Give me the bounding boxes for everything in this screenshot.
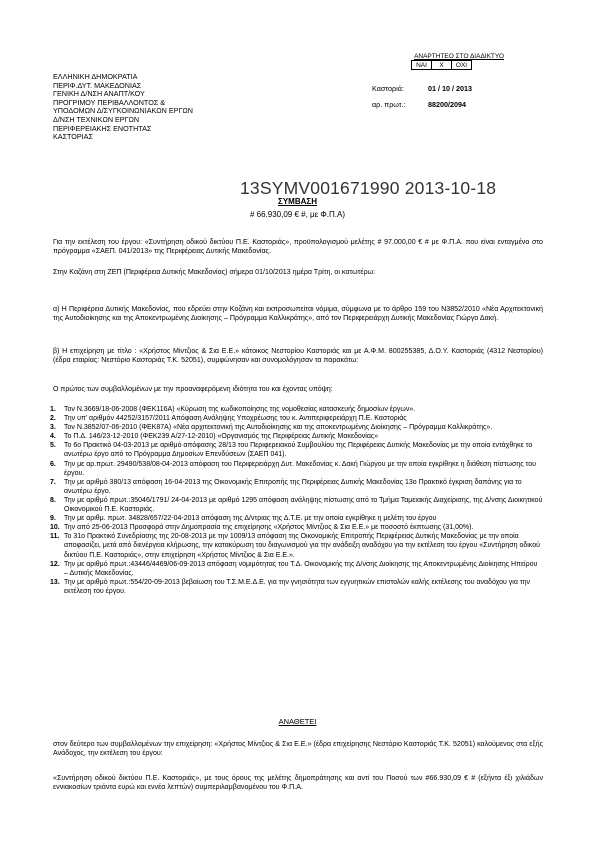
first-party-paragraph: Ο πρώτος των συμβαλλομένων με την προαναφερόμενη ιδιότητα του και έχοντας υπόψη: [53, 385, 333, 393]
protocol-number: 88200/2094 [428, 100, 466, 109]
place-paragraph: Στην Καζάνη στη ΖΕΠ (Περιφέρεια Δυτικής Μακεδονίας) σήμερα 01/10/2013 ημέρα Τρίτη, οι κατωτέρω: [53, 268, 376, 276]
publish-no: ΟΧΙ [452, 61, 472, 70]
authority-line: ΠΕΡΙΦ.ΔΥΤ. ΜΑΚΕΔΟΝΙΑΣ [53, 80, 142, 90]
authority-line: Δ/ΝΣΗ ΤΕΧΝΙΚΩΝ ΕΡΓΩΝ [53, 114, 140, 124]
assigns-heading: ΑΝΑΘΕΤΕΙ [278, 717, 317, 726]
authority-header [53, 73, 193, 142]
place-label: Καστοριά: [372, 84, 404, 93]
list-item: 5. Το 6ο Πρακτικό 04-03-2013 με αριθμό απόφασης 28/13 του Περιφερειακού Συμβουλίου της Περιφέρειας Δυτικής Μακεδονίας με την οποία εντάχθηκε το ανωτέρω έργο από το Πρόγραμμα Δημοσίων Επενδύσεων (ΣΑΕΠ 041). [50, 442, 533, 459]
list-item: 6. Την με αρ.πρωτ. 29490/538/08-04-2013 απόφαση του Περιφερειάρχη Δυτ. Μακεδονίας κ. Δακή Γιώργου με την οποία εγκρίθηκε η διάθεση πίστωσης του έργου. [50, 460, 536, 477]
assign-paragraph: στον δεύτερο των συμβαλλομένων την επιχείρηση: «Χρήστος Μίντζιος & Σια Ε.Ε.» (έδρα επιχείρησης Νεστόριο Καστοριάς Τ.Κ. 52051) καλούμενος στα εξής Ανάδοχος, την εκτέλεση του έργου: [53, 740, 543, 758]
contract-amount: # 66.930,09 € #, με Φ.Π.Α) [249, 210, 346, 219]
party-b-paragraph: β) Η επιχείρηση με τίτλο : «Χρήστος Μίντζιος & Σια Ε.Ε.» κάτοικος Νεστορίου Καστοριάς και με Α.Φ.Μ. 800255385, Δ.Ο.Υ. Καστοριάς (4312 Νεστορίου) (έδρα εταιρίας: Νεστόριο Καστοριάς Τ.Κ. 52051), συμφώνησαν και συνομολόγησαν τα παρακάτω: [53, 347, 543, 365]
authority-line: ΕΛΛΗΝΙΚΗ ΔΗΜΟΚΡΑΤΙΑ [53, 72, 138, 81]
publish-indicator-box [403, 53, 515, 70]
ada-code: 13SYMV001671990 2013-10-18 [240, 178, 497, 198]
intro-paragraph: Για την εκτέλεση του έργου: «Συντήρηση οδικού δικτύου Π.Ε. Καστοριάς», προϋπολογισμού μελέτης # 97.000,00 € # με Φ.Π.Α. που είναι ενταγμένο στο πρόγραμμα «ΣΑΕΠ. 041/2013» της Περιφέρειας Δυτικής Μακεδονίας. [53, 238, 543, 256]
publish-mark: Χ [432, 61, 452, 70]
document-date: 01 / 10 / 2013 [428, 84, 472, 93]
authority-line: ΠΡΟΓΡΙΜΟΥ ΠΕΡΙΒΑΛΛΟΝΤΟΣ & [53, 97, 166, 107]
list-item: 7. Την με αριθμό 380/13 απόφαση 16-04-2013 της Οικονομικής Επιτροπής της Περιφέρειας Δυτικής Μακεδονίας 13ο Πρακτικό έγκριση δαπάνης για το ανωτέρω έργο. [50, 478, 522, 495]
authority-line: ΥΠΟΔΟΜΩΝ Δ/ΣΥΓΚΟΙΝΩΝΙΑΚΩΝ ΕΡΓΩΝ [53, 106, 193, 116]
publish-label: ΑΝΑΡΤΗΤΕΟ ΣΤΟ ΔΙΑΔΙΚΤΥΟ [414, 53, 504, 60]
publish-yes: ΝΑΙ [412, 61, 432, 70]
list-item: 13. Την με αριθμό πρωτ.:554/20-09-2013 βεβαίωση του Τ.Σ.Μ.Ε.Δ.Ε. για την γνησιότητα των εγγυητικών επιστολών καλής εκτέλεσης του αναδόχου για την εκτέλεση του έργου. [50, 578, 531, 595]
final-paragraph: «Συντήρηση οδικού δικτύου Π.Ε. Καστοριάς», με τους όρους της μελέτης δημοπράτησης και αντί του Ποσού των #66.930,09 € # (εξήντα έξι χιλιάδων εννιακοσίων τριάντα ευρώ και εννέα λεπτών) συμπεριλαμβανομένου του Φ.Π.Α. [53, 774, 543, 792]
list-item: 12. Την με αριθμό πρωτ.:43446/4469/06-09-2013 απόφαση νομιμότητας του Τ.Δ. Οικονομικής της Δ/νσης Διοίκησης της Αποκεντρωμένης Διοίκησης Ηπείρου – Δυτικής Μακεδονίας. [50, 560, 538, 577]
party-a-paragraph: α) Η Περιφέρεια Δυτικής Μακεδονίας, που εδρεύει στην Κοζάνη και εκπροσωπείται νόμιμα, σύμφωνα με το άρθρο 159 του Ν3852/2010 «Νέα Αρχιτεκτονική της Αυτοδιοίκησης και της Αποκεντρωμένης Διοίκησης – Πρόγραμμα Καλλικράτης», από τον Περιφερειάρχη Δυτικής Μακεδονίας Γιώργο Δακή. [53, 305, 543, 323]
considerations-list [50, 405, 543, 596]
document-meta [372, 84, 472, 109]
authority-line: ΠΕΡΙΦΕΡΕΙΑΚΗΣ ΕΝΟΤΗΤΑΣ [53, 123, 152, 133]
publish-options-table [411, 60, 472, 70]
list-item: 2. Την υπ' αριθμόν 44252/3157/2011 Απόφαση Ανάληψης Υποχρέωσης του κ. Αντιπεριφερειάρχη Π.Ε. Καστοριάς [50, 415, 407, 423]
list-item: 1. Τον Ν.3669/18-06-2008 (ΦΕΚ116Α) «Κύρωση της κωδικοποίησης της νομοθεσίας κατασκευής δημοσίων έργων». [50, 406, 416, 413]
authority-line: ΚΑΣΤΟΡΙΑΣ [53, 132, 93, 142]
list-item: 9. Την με αριθμ. πρωτ. 34828/657/22-04-2013 απόφαση της Δ/ντριας της Δ.Τ.Ε. με την οποία εγκρίθηκε η μελέτη του έργου [50, 515, 437, 523]
authority-line: ΓΕΝΙΚΗ Δ/ΝΣΗ ΑΝΑΠΤ/ΚΟΥ [53, 89, 145, 99]
list-item: 3. Τον Ν.3852/07-06-2010 (ΦΕΚ87Α) «Νέα αρχιτεκτονική της Αυτοδιοίκησης και της αποκεντρωμένης Διοίκησης – Πρόγραμμα Καλλικράτης». [50, 424, 493, 432]
document-title: ΣΥΜΒΑΣΗ [278, 197, 317, 206]
list-item: 11. Το 31ο Πρακτικό Συνεδρίασης της 20-08-2013 με την 1009/13 απόφαση της Οικονομικής Επιτροπής Περιφέρειας Δυτικής Μακεδονίας με την οποία αποφασίζει, μετά από διενέργεια κλήρωσης, την κατακύρωση του διαγωνισμού για την ανάδειξη αναδόχου για την εκτέλεση του έργου «Συντήρηση οδικού δικτύου Π.Ε. Καστοριάς», στην επιχείρηση «Χρήστος Μίντζιος & Σια Ε.Ε.». [50, 533, 540, 559]
list-item: 10. Την από 25-06-2013 Προσφορά στην Δημοπρασία της επιχείρησης «Χρήστος Μίντζιος & Σια Ε.Ε.» με ποσοστό έκπτωσης (31,00%). [50, 524, 474, 532]
list-item: 4. Το Π.Δ. 146/23-12-2010 (ΦΕΚ239 Α/27-12-2010) «Οργανισμός της Περιφέρειας Δυτικής Μακεδονίας» [50, 433, 379, 441]
protocol-label: αρ. πρωτ.: [372, 100, 406, 109]
list-item: 8. Την με αριθμό πρωτ.:35046/1791/ 24-04-2013 με αριθμό 1295 απόφαση ανάληψης πίστωσης από το Τμήμα Ταμειακής Διαχείρισης, της Δ/νσης Διοικητικού Οικονομικού Π.Ε. Καστοριάς. [50, 496, 543, 514]
